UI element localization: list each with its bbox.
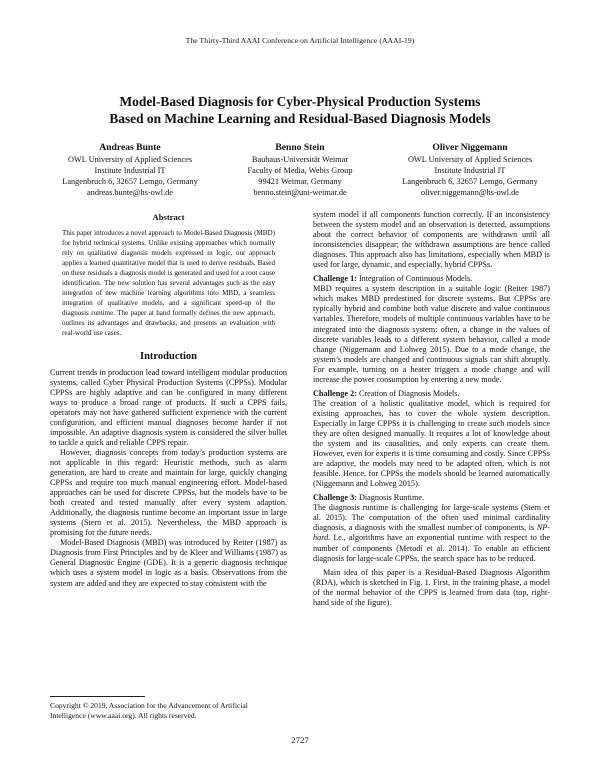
title-line-2: Based on Machine Learning and Residual-Based Diagnosis Models <box>109 110 491 126</box>
challenge-3-text-b: . I.e., algorithms have an exponential runtime with respect to the number of components (Metodi et al. 2014). To enable an efficient diagnosis for large-scale CPPSs, the search space has to be reduced. <box>313 533 550 563</box>
running-head: The Thirty-Third AAAI Conference on Artificial Intelligence (AAAI-19) <box>185 36 415 45</box>
author-3 <box>388 142 552 198</box>
author-institute: Institute Industrial IT <box>94 166 166 175</box>
left-column <box>50 212 287 589</box>
challenge-1 <box>313 274 550 284</box>
author-institute: Institute Industrial IT <box>434 166 506 175</box>
challenge-2-title: Creation of Diagnosis Models. <box>358 388 460 398</box>
challenge-1-title: Integration of Continuous Models. <box>358 274 473 284</box>
abstract-text: This paper introduces a novel approach to Model-Based Diagnosis (MBD) for hybrid technical systems. Unlike existing approaches which normally rely on qualitative diagnosis models expressed in logic, our approach applies a learned quantitative model that is used to derive residuals. Based on these residuals a diagnosis model is generated and used for a root cause identification. The new solution has several advantages such as the easy integration of new machine learning algorithms into MBD, a seamless integration of qualitative models, and a significant speed-up of the diagnosis runtime. The paper at hand formally defines the new approach, outlines its advantages and drawbacks, and presents an evaluation with real-world use cases. <box>62 229 275 338</box>
author-1 <box>50 142 210 198</box>
author-affiliation: OWL University of Applied Sciences <box>407 155 533 164</box>
right-column <box>313 210 550 608</box>
author-email: oliver.niggemann@hs-owl.de <box>421 188 519 197</box>
author-name: Oliver Niggemann <box>432 142 508 153</box>
copyright-line-1: Copyright © 2019, Association for the Advancement of Artificial <box>50 701 248 710</box>
challenge-3-text-a: The diagnosis runtime is challenging for large-scale systems (Stern et al. 2015). The computation of the often used minimal cardinality diagnosis, a diagnosis with the smallest number of components, is <box>313 503 550 533</box>
author-address: 99421 Weimar, Germany <box>258 177 342 186</box>
challenge-3-label: Challenge 3: <box>313 493 357 503</box>
author-address: Langenbruch 6, 32657 Lemgo, Germany <box>402 177 538 186</box>
author-email: benno.stein@uni-weimar.de <box>253 188 347 197</box>
author-institute: Faculty of Media, Webis Group <box>247 166 353 175</box>
author-2 <box>220 142 380 198</box>
challenge-1-text: MBD requires a system description in a suitable logic (Reiter 1987) which makes MBD predestined for discrete systems. But CPPSs are typically hybrid and combine both value discrete and value continuous variables. Therefore, models of multiple continuous variables have to be integrated into the diagnosis system: often, a change in the values of discrete variables leads to a different system behavior, called a mode change (Niggemann and Lohweg 2015). Due to a mode change, the system’s models are changed and continuous signals can shift abruptly. For example, turning on a heater triggers a mode change and will increase the power consumption by entering a new mode. <box>313 284 550 384</box>
author-name: Andreas Bunte <box>99 142 161 153</box>
intro-paragraph-3: Model-Based Diagnosis (MBD) was introduced by Reiter (1987) as Diagnosis from First Principles and by de Kleer and Williams (1987) as General Diagnostic Engine (GDE). It is a generic diagnosis technique which uses a system model in logic as a basis. Observations from the system are added and they are expected to stay consistent with the <box>50 538 287 588</box>
continued-paragraph: system model if all components function correctly. If an inconsistency between the system model and an observation is detected, assumptions about the correct behavior of components are withdrawn until all inconsistencies disappear; the withdrawn assumptions are hence called diagnoses. This approach also has limitations, especially when MBD is used for large, dynamic, and especially, hybrid CPPSs. <box>313 210 550 270</box>
author-affiliation: OWL University of Applied Sciences <box>67 155 193 164</box>
challenge-3 <box>313 493 550 503</box>
main-idea-paragraph: Main idea of this paper is a Residual-Based Diagnosis Algorithm (RDA), which is sketched in Fig. 1. First, in the training phase, a model of the normal behavior of the CPPS is learned from data (top, right-hand side of the figure). <box>313 567 550 607</box>
intro-paragraph-2: However, diagnosis concepts from today’s production systems are not applicable in this regard: Heuristic methods, such as alarm generation, are hard to create and maintain for large, quickly changing CPPSs and require too much manual engineering effort. Model-based approaches can be used for discrete CPPSs, but the models have to be both created and tested manually after every system adaption. Additionally, the diagnosis runtime become an important issue in large systems (Stern et al. 2015). Nevertheless, the MBD approach is promising for the future needs. <box>50 447 287 538</box>
np-hard-term: NP-hard <box>313 523 550 543</box>
introduction-heading: Introduction <box>140 350 197 362</box>
challenge-3-title: Diagnosis Runtime. <box>358 493 424 503</box>
author-name: Benno Stein <box>275 142 325 153</box>
author-email: andreas.bunte@hs-owl.de <box>87 188 173 197</box>
copyright-line-2: Intelligence (www.aaai.org). All rights reserved. <box>50 711 197 720</box>
intro-paragraph-1: Current trends in production lead toward intelligent modular production systems, called Cyber Physical Production Systems (CPPSs). Modular CPPSs are highly adaptive and can be configured in many different ways to produce a broad range of products. If such a CPPS fails, operators may not have gathered sufficient experience with the current configuration, and efficient manual diagnoses become harder if not impossible. An adaptive diagnosis system is considered the silver bullet to tackle a quick and reliable CPPS repair. <box>50 367 287 447</box>
footnote-rule <box>50 696 145 697</box>
title-line-1: Model-Based Diagnosis for Cyber-Physical Production Systems <box>119 94 481 109</box>
author-address: Langenbruch 6, 32657 Lemgo, Germany <box>62 177 198 186</box>
challenge-1-label: Challenge 1: <box>313 274 357 284</box>
challenge-2 <box>313 389 550 399</box>
challenge-2-text: The creation of a holistic qualitative model, which is required for existing approaches, has to cover the whole system description. Especially in large CPPSs it is challenging to create such models since they are often designed manually. It requires a lot of knowledge about the system and its causalities, and only experts can create them. However, even for experts it is time consuming and costly. Since CPPSs are adaptive, the models may need to be adapted often, which is not feasible. Hence, for CPPSs the models should be learned automatically (Niggemann and Lohweg 2015). <box>313 398 550 489</box>
page-number: 2727 <box>291 735 309 745</box>
abstract-heading: Abstract <box>152 212 185 222</box>
challenge-2-label: Challenge 2: <box>313 388 357 398</box>
paper-title <box>40 94 560 127</box>
challenge-3-text <box>313 503 550 563</box>
author-block <box>50 142 550 202</box>
author-affiliation: Bauhaus-Universität Weimar <box>251 155 349 164</box>
copyright-footnote <box>50 696 287 721</box>
